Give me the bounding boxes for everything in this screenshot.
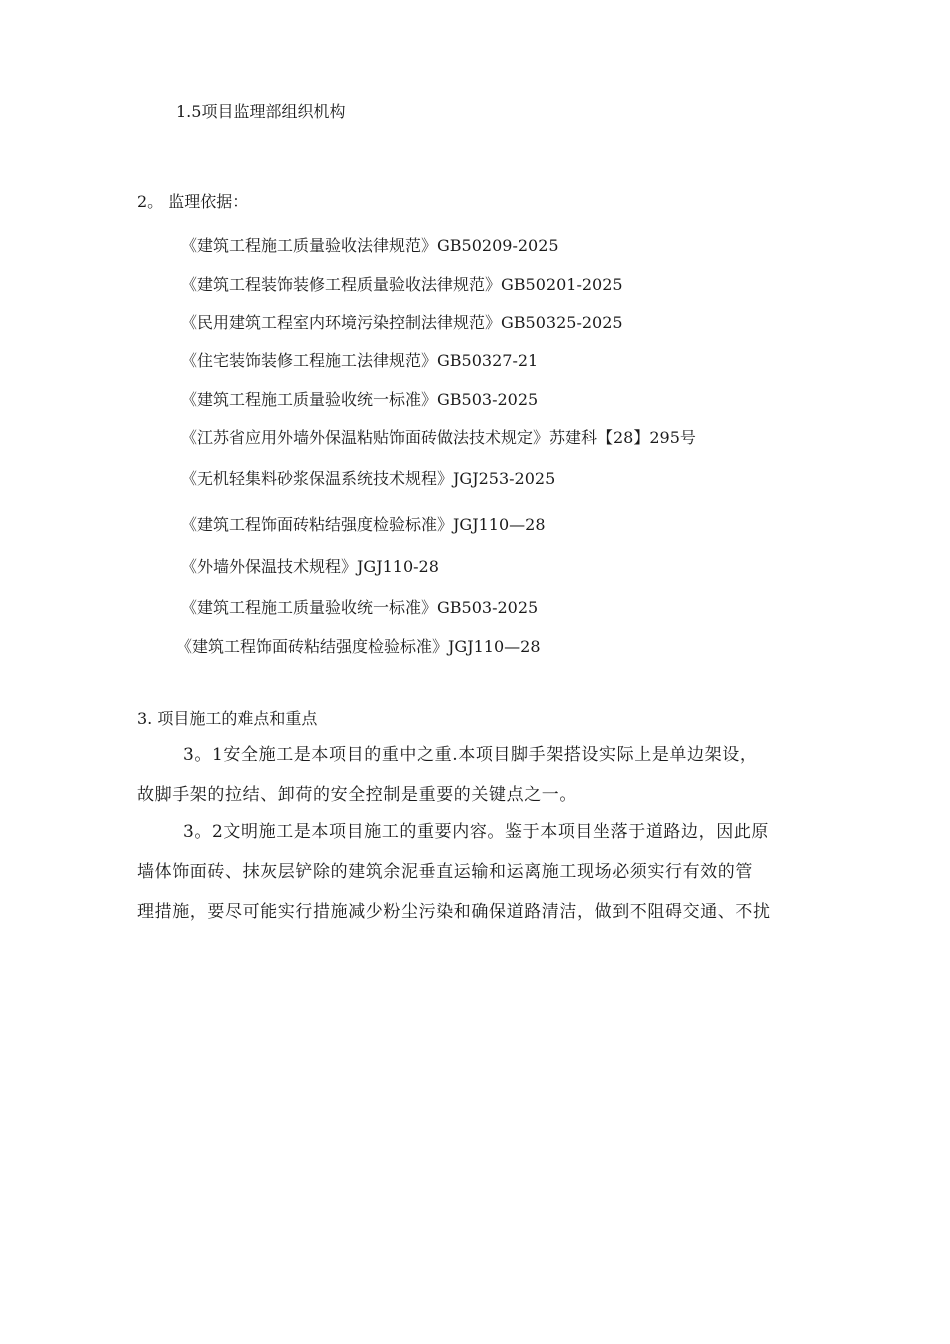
reference-item: 《建筑工程施工质量验收统一标准》GB503-2025 (181, 390, 539, 409)
reference-item: 《住宅装饰装修工程施工法律规范》GB50327-21 (181, 351, 539, 370)
reference-item: 《建筑工程饰面砖粘结强度检验标准》JGJ110—28 (181, 515, 546, 534)
section-heading-3: 3. 项目施工的难点和重点 (137, 709, 318, 728)
reference-item: 《建筑工程装饰装修工程质量验收法律规范》GB50201-2025 (181, 275, 623, 294)
reference-item: 《无机轻集料砂浆保温系统技术规程》JGJ253-2025 (181, 469, 556, 488)
paragraph-3-2-line: 墙体饰面砖、抹灰层铲除的建筑余泥垂直运输和运离施工现场必须实行有效的管 (137, 862, 753, 882)
reference-item: 《建筑工程施工质量验收统一标准》GB503-2025 (181, 598, 539, 617)
paragraph-3-2-line: 3。2文明施工是本项目施工的重要内容。鉴于本项目坐落于道路边，因此原 (183, 822, 770, 842)
section-heading-1-5: 1.5项目监理部组织机构 (176, 102, 346, 121)
reference-item: 《建筑工程施工质量验收法律规范》GB50209-2025 (181, 236, 559, 255)
reference-item: 《建筑工程饰面砖粘结强度检验标准》JGJ110—28 (176, 637, 541, 656)
reference-item: 《江苏省应用外墙外保温粘贴饰面砖做法技术规定》苏建科【28】295号 (181, 428, 696, 447)
paragraph-3-1-line: 故脚手架的拉结、卸荷的安全控制是重要的关键点之一。 (137, 785, 577, 805)
paragraph-3-2-line: 理措施，要尽可能实行措施减少粉尘污染和确保道路清洁，做到不阻碍交通、不扰 (137, 902, 771, 922)
reference-item: 《外墙外保温技术规程》JGJ110-28 (181, 557, 439, 576)
paragraph-3-1-line: 3。1安全施工是本项目的重中之重.本项目脚手架搭设实际上是单边架设， (183, 745, 758, 765)
reference-item: 《民用建筑工程室内环境污染控制法律规范》GB50325-2025 (181, 313, 623, 332)
section-heading-2: 2。 监理依据： (137, 192, 249, 211)
